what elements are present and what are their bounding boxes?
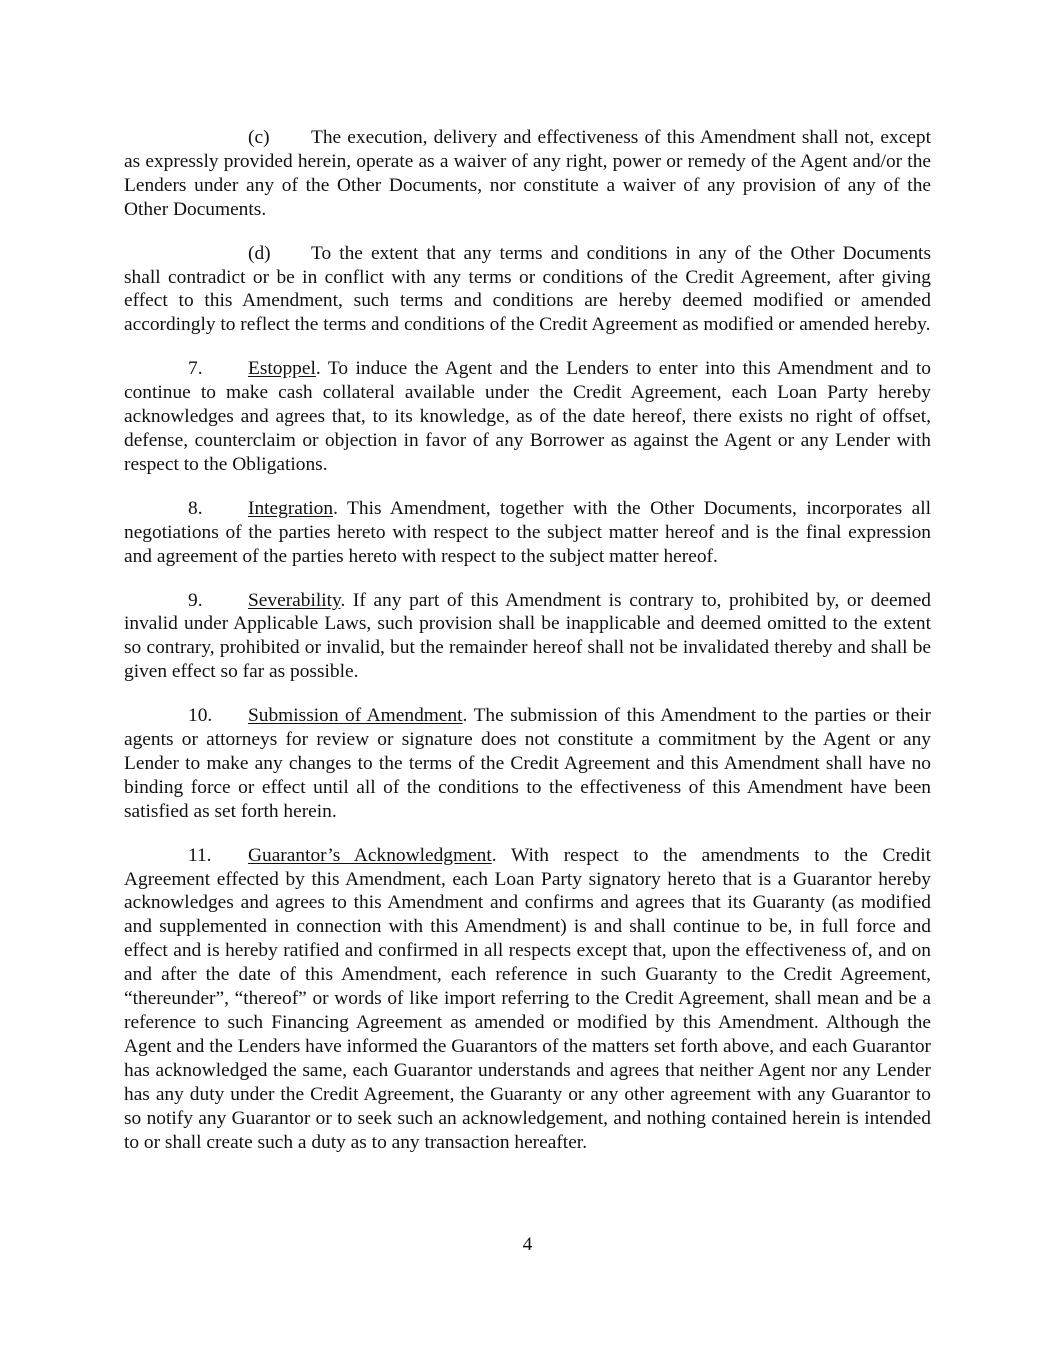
section-10-text: . The submission of this Amendment to the parties or their agents or attorneys for review or signature does not constitute a commitment by the Agent or any Lender to make any changes to the terms of the Credit Agreement and this Amendment shall have no binding force or effect until all of the conditions to the effectiveness of this Amendment have been satisfied as set forth herein.	[124, 705, 931, 822]
paragraph-c	[124, 126, 931, 222]
section-11-guarantor-acknowledgment	[124, 844, 931, 1155]
section-11-text: . With respect to the amendments to the Credit Agreement effected by this Amendment, each Loan Party signatory hereto that is a Guarantor hereby acknowledges and agrees to this Amendment and confirms and agrees that its Guaranty (as modified and supplemented in connection with this Amendment) is and shall continue to be, in full force and effect and is hereby ratified and confirmed in all respects except that, upon the effectiveness of, and on and after the date of this Amendment, each reference in such Guaranty to the Credit Agreement, “thereunder”, “thereof” or words of like import referring to the Credit Agreement, shall mean and be a reference to such Financing Agreement as amended or modified by this Amendment. Although the Agent and the Lenders have informed the Guarantors of the matters set forth above, and each Guarantor has acknowledged the same, each Guarantor understands and agrees that neither Agent nor any Lender has any duty under the Credit Agreement, the Guaranty or any other agreement with any Guarantor to so notify any Guarantor or to seek such an acknowledgement, and nothing contained herein is intended to or shall create such a duty as to any transaction hereafter.	[124, 844, 932, 1153]
paragraph-d-label: (d)	[248, 242, 271, 264]
section-11-number: 11.	[188, 844, 212, 866]
section-7-heading: Estoppel	[248, 358, 316, 380]
section-9-severability	[124, 589, 931, 685]
section-7-text: . To induce the Agent and the Lenders to enter into this Amendment and to continue to make cash collateral available under the Credit Agreement, each Loan Party hereby acknowledges and agrees that, to its knowledge, as of the date hereof, there exists no right of offset, defense, counterclaim or objection in favor of any Borrower as against the Agent or any Lender with respect to the Obligations.	[124, 358, 931, 475]
section-7-estoppel	[124, 357, 931, 477]
section-9-heading: Severability	[248, 589, 341, 611]
section-8-text: . This Amendment, together with the Other Documents, incorporates all negotiations of the parties hereto with respect to the subject matter hereof and is the final expression and agreement of the parties hereto with respect to the subject matter hereof.	[124, 497, 931, 567]
page-number: 4	[522, 1234, 533, 1255]
section-8-integration	[124, 497, 931, 569]
section-10-number: 10.	[188, 705, 213, 727]
paragraph-c-label: (c)	[248, 127, 270, 148]
section-10-submission	[124, 704, 931, 824]
paragraph-c-text: The execution, delivery and effectiveness of this Amendment shall not, except as expressly provided herein, operate as a waiver of any right, power or remedy of the Agent and/or the Lenders under any of the Other Documents, nor constitute a waiver of any provision of any of the Other Documents.	[124, 127, 931, 220]
paragraph-d-text: To the extent that any terms and conditions in any of the Other Documents shall contradict or be in conflict with any terms or conditions of the Credit Agreement, after giving effect to this Amendment, such terms and conditions are hereby deemed modified or amended accordingly to reflect the terms and conditions of the Credit Agreement as modified or amended hereby.	[124, 242, 931, 336]
section-7-number: 7.	[188, 358, 203, 380]
section-11-heading: Guarantor’s Acknowledgment	[248, 844, 492, 866]
document-page	[124, 126, 931, 1174]
section-9-text: . If any part of this Amendment is contrary to, prohibited by, or deemed invalid under Applicable Laws, such provision shall be inapplicable and deemed omitted to the extent so contrary, prohibited or invalid, but the remainder hereof shall not be invalidated thereby and shall be given effect so far as possible.	[124, 589, 931, 683]
section-8-number: 8.	[188, 497, 203, 519]
section-8-heading: Integration	[248, 497, 334, 519]
paragraph-d	[124, 242, 931, 338]
section-10-heading: Submission of Amendment	[248, 705, 463, 727]
section-9-number: 9.	[188, 589, 203, 611]
